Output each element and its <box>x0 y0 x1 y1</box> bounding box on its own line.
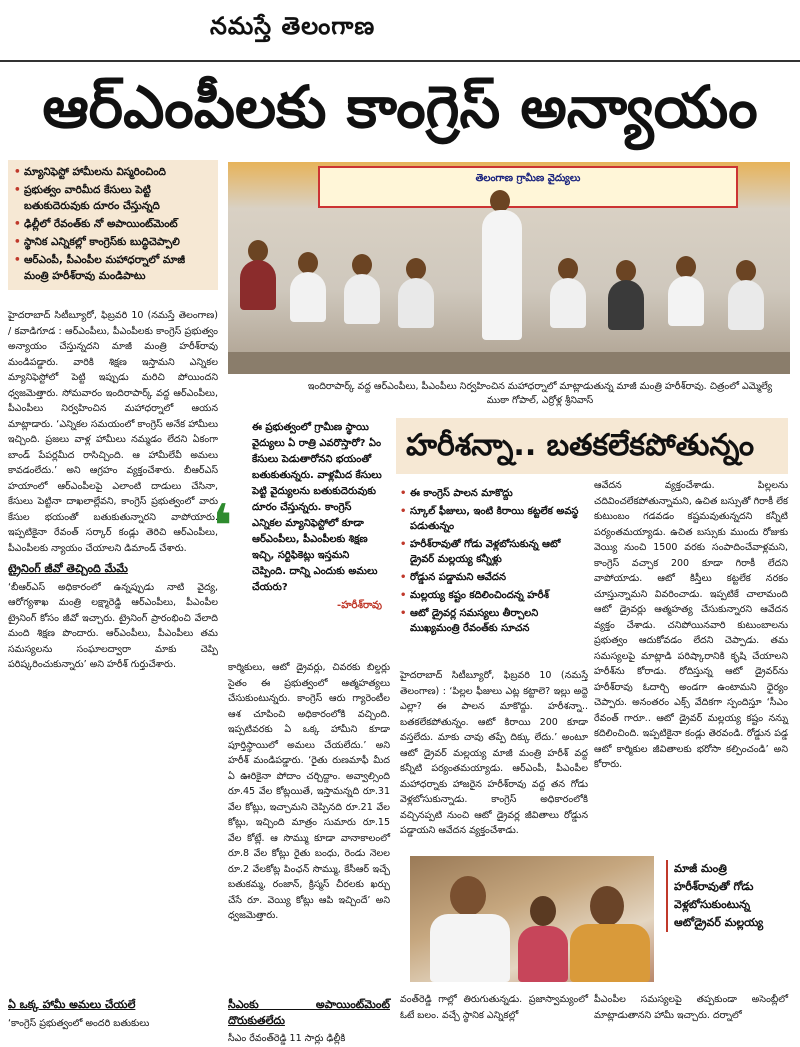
sidebar-point: • ఆటో డ్రైవర్ల సమస్యలు తీర్చాలని ముఖ్యమంత్రి రేవంత్‌కు సూచన <box>400 606 586 636</box>
person-head <box>352 254 372 276</box>
highlight-item: • ఢిల్లీలో రేవంత్‌కు నో అపాయింట్‌మెంట్ <box>14 216 212 232</box>
pull-quote-text: ఈ ప్రభుత్వంలో గ్రామీణ స్థాయి వైద్యులు ఏ రాత్రి ఎవరొస్తారో? ఏం కేసులు పెడుతారోనని భయంతో బతుకుతున్నరు. వాళ్లమీద కేసులు పెట్టి వైద్యులను బతుకుదెరువుకు దూరం చేస్తున్నరు. కాంగ్రెస్ ఎన్నికల మ్యానిఫెస్టోలో కూడా ఆర్ఎంపీలు, పీఎంపీలకు శిక్షణ ఇచ్చి, సర్టిఫికెట్లు ఇస్తమని చెప్పింది. దాన్ని ఎందుకు అమలు చేయరు? <box>252 422 382 593</box>
article-column-1-bottom <box>8 992 218 1031</box>
headline: ఆర్ఎంపీలకు కాంగ్రెస్ అన్యాయం <box>42 73 758 141</box>
pull-quote-signature: -హరీశ్‌రావు <box>337 600 382 611</box>
person-head <box>530 896 556 926</box>
article-column-2 <box>228 660 390 924</box>
article-paragraph: ‘కాంగ్రెస్ ప్రభుత్వంలో అందరి బతుకులు <box>8 1017 150 1029</box>
article-column-4 <box>594 478 788 773</box>
sidebar-point: • ఈ కాంగ్రెస్ పాలన మాకొద్దు <box>400 486 586 501</box>
sidebar-point: • హరీశ్‌రావుతో గోడు వెళ్లబోసుకున్న ఆటో డ్రైవర్ మల్లయ్య కన్నీళ్లు <box>400 537 586 567</box>
sidebar-point: • రోడ్డున పడ్డామని ఆవేదన <box>400 570 586 585</box>
article-paragraph: ఆవేదన వ్యక్తంచేశాడు. పిల్లలను చదివించలేకపోతున్నామని, ఉచిత బస్సుతో గిరాకీ లేక కుటుంబం గడవడం కష్టమవుతున్నదని కన్నీటి పర్యంతమయ్యాడు. ఉచిత బస్సుకు ముందు రోజుకు వెయ్యి నుంచి 1500 వరకు సంపాదించేవాళ్లమని, కాంగ్రెస్ వచ్చాక 200 కూడా గిరాకీ లేదని వాపోయాడు. ఆటో కిస్తీలు కట్టలేక నరకం చూస్తున్నామని వివరించాడు. ఇప్పటికే చాలామంది ఆటో డ్రైవర్లు ఆత్మహత్య చేసుకున్నారని ఆవేదన వ్యక్తం చేశాడు. చనిపోయినవారి కుటుంబాలను ప్రభుత్వం ఆదుకోవడం లేదని చెప్పాడు. తమ సమస్యలపై మాట్లాడి పరిష్కారానికి కృషి చేయాలని హరీశ్‌ను కోరాడు. రోదిస్తున్న ఆటో డ్రైవర్‌ను హరీశ్‌రావు ఓదార్చి అండగా ఉంటామని ధైర్యం చెప్పారు. అనంతరం ఎక్స్ వేదికగా స్పందిస్తూ ‘సీఎం రేవంత్ గారూ.. ఆటో డ్రైవర్ మల్లయ్య కష్టం నన్ను కదిలించింది. ఇప్పటికైనా కండ్లు తెరవండి. రోడ్డున పడ్డ ఆటో కార్మికుల జీవితాలకు భరోసా కల్పించండి’ అని కోరారు. <box>594 480 788 770</box>
person-head <box>450 876 486 916</box>
speaker-head <box>490 190 510 212</box>
photo-banner: తెలంగాణ గ్రామీణ వైద్యులు <box>318 166 738 208</box>
person-figure <box>608 280 644 330</box>
masthead <box>0 0 800 62</box>
sidebar-point: • మల్లయ్య కష్టం కదిలించిందన్న హరీశ్ <box>400 588 586 603</box>
person-figure <box>398 278 434 328</box>
person-figure <box>668 276 704 326</box>
subheading: ట్రైనింగ్ జీవో తెచ్చింది మేమే <box>8 562 128 575</box>
masthead-rule <box>0 60 800 62</box>
person-figure <box>518 926 568 982</box>
subheading: ఏ ఒక్క హామీ అమలు చేయలే <box>8 998 136 1011</box>
person-head <box>406 258 426 280</box>
person-figure <box>728 280 764 330</box>
person-head <box>298 252 318 274</box>
main-photo <box>228 162 790 374</box>
subheading: సీఎంకు అపాయింట్‌మెంట్ దొరుకుతలేదు <box>228 998 390 1027</box>
person-head <box>590 886 624 926</box>
sidebar-headline: హరీశన్నా.. బతకలేకపోతున్నం <box>396 418 788 474</box>
person-head <box>616 260 636 282</box>
person-head <box>248 240 268 262</box>
highlight-item: • మ్యానిఫెస్టో హామీలను విస్మరించింది <box>14 164 212 180</box>
person-head <box>736 260 756 282</box>
article-column-3 <box>400 668 588 839</box>
article-column-2-bottom <box>228 992 390 1047</box>
person-figure <box>290 272 326 322</box>
person-head <box>676 256 696 278</box>
main-photo-caption: ఇందిరాపార్క్ వద్ద ఆర్ఎంపీలు, పీఎంపీలు నిర్వహించిన మహాధర్నాలో మాట్లాడుతున్న మాజీ మంత్రి హరీశ్‌రావు. చిత్రంలో ఎమ్మెల్యే ముఠా గోపాల్, ఎర్రోళ్ల శ్రీనివాస్ <box>307 381 773 406</box>
speaker-figure <box>482 210 522 340</box>
article-column-3-bottom <box>400 992 588 1023</box>
small-photo-caption: మాజీ మంత్రి హరీశ్‌రావుతో గోడు వెళ్లబోసుకుంటున్న ఆటోడ్రైవర్ మల్లయ్య <box>666 860 786 932</box>
article-paragraph: హైదరాబాద్ సిటీబ్యూరో, ఫిబ్రవరి 10 (నమస్తే తెలంగాణ) / కవాడిగూడ : ఆర్ఎంపీలు, పీఎంపీలకు కాంగ్రెస్ ప్రభుత్వం అన్యాయం చేస్తున్నదని మాజీ మంత్రి హరీశ్‌రావు మండిపడ్డారు. వారికి శిక్షణ ఇస్తామని ఎన్నికల మ్యానిఫెస్టోలో పెట్టి ఇప్పుడు మరిచి పోయిందని ధ్వజమెత్తారు. సోమవారం ఇందిరాపార్క్ వద్ద ఆర్ఎంపీలు, పీఎంపీలు నిర్వహించిన మహాధర్నాలో ఆయన మాట్లాడారు. ‘ఎన్నికల సమయంలో కాంగ్రెస్ అనేక హామీలు ఇచ్చింది. ప్రజలు వాళ్ల హామీలు నమ్మడం లేదని ఏకంగా బాండ్ పేపర్లమీద రాసిచ్చింది. ఆ హామీలేవీ అమలు కావడంలేదు.’ అని ఆగ్రహం వ్యక్తంచేశారు. బీఆర్ఎస్ హయాంలో ఆర్ఎంపీలపై ఎలాంటి దాడులు చేసినా, కేసులు పెట్టినా దాఖలాల్లేవని, కాంగ్రెస్ ప్రభుత్వంలో వారు కేసుల భయంతో బతుకుతున్నారని వాపోయారు. ఇప్పటికైనా రేవంత్ సర్కార్ కండ్లు తెరిచి ఆర్ఎంపీలు, పీఎంపీలకు న్యాయం చేయాలని డిమాండ్ చేశారు. <box>8 310 218 554</box>
person-figure <box>550 278 586 328</box>
highlights-box <box>8 160 218 290</box>
article-column-4-bottom <box>594 992 788 1023</box>
pull-quote <box>252 420 382 614</box>
crowd-row <box>228 352 790 374</box>
newspaper-name: నమస్తే తెలంగాణ <box>210 12 376 40</box>
highlight-item: • స్థానిక ఎన్నికల్లో కాంగ్రెస్‌కు బుద్ధిచెప్పాలి <box>14 234 212 250</box>
quote-mark-icon: ❛ <box>212 492 233 562</box>
person-figure <box>344 274 380 324</box>
auto-driver-photo <box>410 856 654 982</box>
article-paragraph: వంత్‌రెడ్డి గాల్లో తిరుగుతున్నడు. ప్రజాస్వామ్యంలో ఓటే బలం. వచ్చే స్థానిక ఎన్నికల్లో <box>400 994 588 1021</box>
highlight-item: • ఆర్ఎంపీ, పీఎంపీల మహాధర్నాలో మాజీ మంత్రి హరీశ్‌రావు మండిపాటు <box>14 252 212 284</box>
article-paragraph: పీఎంపీల సమస్యలపై తప్పకుండా అసెంబ్లీలో మాట్లాడుతానని హామీ ఇచ్చారు. దర్నాలో <box>594 994 788 1021</box>
highlight-item: • ప్రభుత్వం వారిమీద కేసులు పెట్టి బతుకుదెరువుకు దూరం చేస్తున్నది <box>14 182 212 214</box>
article-paragraph: కార్మికులు, ఆటో డ్రైవర్లు, చివరకు బిల్డర్లు సైతం ఈ ప్రభుత్వంలో ఆత్మహత్యలు చేసుకుంటున్నరు. కాంగ్రెస్ ఆరు గ్యారెంటీల ఆశ చూపించి అధికారంలోకి వచ్చింది. ఇప్పటివరకు ఏ ఒక్క హామీని కూడా పూర్తిస్థాయిలో అమలు చేయలేదు.’ అని హరీశ్ మండిపడ్డారు. ‘రైతు రుణమాఫీ మీద ఏ ఊరికైనా పోదాం చర్చిద్దాం. అవ్వాల్సింది రూ.45 వేల కోట్లయితే, ఇస్తామన్నది రూ.31 వేల కోట్లు, ఇచ్చామని చెప్పినది రూ.21 వేల కోట్లు, ఇచ్చింది మాత్రం సుమారు రూ.15 వేల కోట్లే. ఆ సొమ్ము కూడా వానాకాలంలో రూ.8 వేల కోట్లు రైతు బంధు, రెండు నెలల రూ.2 వేలకోట్ల పింఛన్ సొమ్ము, కేసీఆర్ ఇచ్చే బతుకమ్మ, రంజాన్, క్రిస్మస్ చీరలకు ఖర్చు చేసే రూ. వెయ్యి కోట్లు ఆపి ఇచ్చిందే’ అని ధ్వజమెత్తారు. <box>228 662 390 921</box>
person-figure <box>430 914 510 982</box>
article-paragraph: ‘బీఆర్ఎస్ అధికారంలో ఉన్నప్పుడు నాటి వైద్య, ఆరోగ్యశాఖ మంత్రి లక్ష్మారెడ్డి ఆర్ఎంపీలు, పీఎంపీల ట్రైనింగ్ కోసం జీవో ఇచ్చారు. ట్రైనింగ్ ప్రారంభించి వేలాది మంది శిక్షణ పొందారు. ఆర్ఎంపీలు, పీఎంపీలు తమ సమస్యలను సంఘాలద్వారా మాకు చెప్పి పరిష్కరించుకున్నారు’ అని హరీశ్ గుర్తుచేశారు. <box>8 581 218 670</box>
person-head <box>558 258 578 280</box>
article-paragraph: సీఎం రేవంత్‌రెడ్డి 11 సార్లు ఢిల్లీకి <box>228 1033 346 1044</box>
person-figure <box>240 260 276 310</box>
article-column-1 <box>8 308 218 673</box>
article-paragraph: హైదరాబాద్ సిటీబ్యూరో, ఫిబ్రవరి 10 (నమస్తే తెలంగాణ) : ‘పిల్లల ఫీజులు ఎట్ల కట్టాలె? ఇల్లు అద్దె ఎల్లా? ఈ పాలన మాకొద్దు. హరీశన్నా.. బతకలేకపోతున్నం. ఆటో కిరాయి 200 కూడా వస్తలేదు. మాకు చావు తప్పే దిక్కు లేదు.’ అంటూ ఆటో డ్రైవర్ మల్లయ్య మాజీ మంత్రి హరీశ్ వద్ద కన్నీటి పర్యంతమయ్యాడు. ఆర్ఎంపీ, పీఎంపీల మహాధర్నాకు హాజరైన హరీశ్‌రావు వద్ద తన గోడు వెళ్లబోసుకున్నాడు. కాంగ్రెస్ అధికారంలోకి వచ్చినప్పటి నుంచి ఆటో డ్రైవర్ల జీవితాలు రోడ్డున పడ్డాయని ఆవేదన వ్యక్తంచేశాడు. <box>400 670 588 836</box>
sidebar-points <box>400 486 586 639</box>
person-figure <box>570 924 650 982</box>
sidebar-point: • స్కూల్ ఫీజులు, ఇంటి కిరాయి కట్టలేక అవస్థ పడుతున్నం <box>400 504 586 534</box>
